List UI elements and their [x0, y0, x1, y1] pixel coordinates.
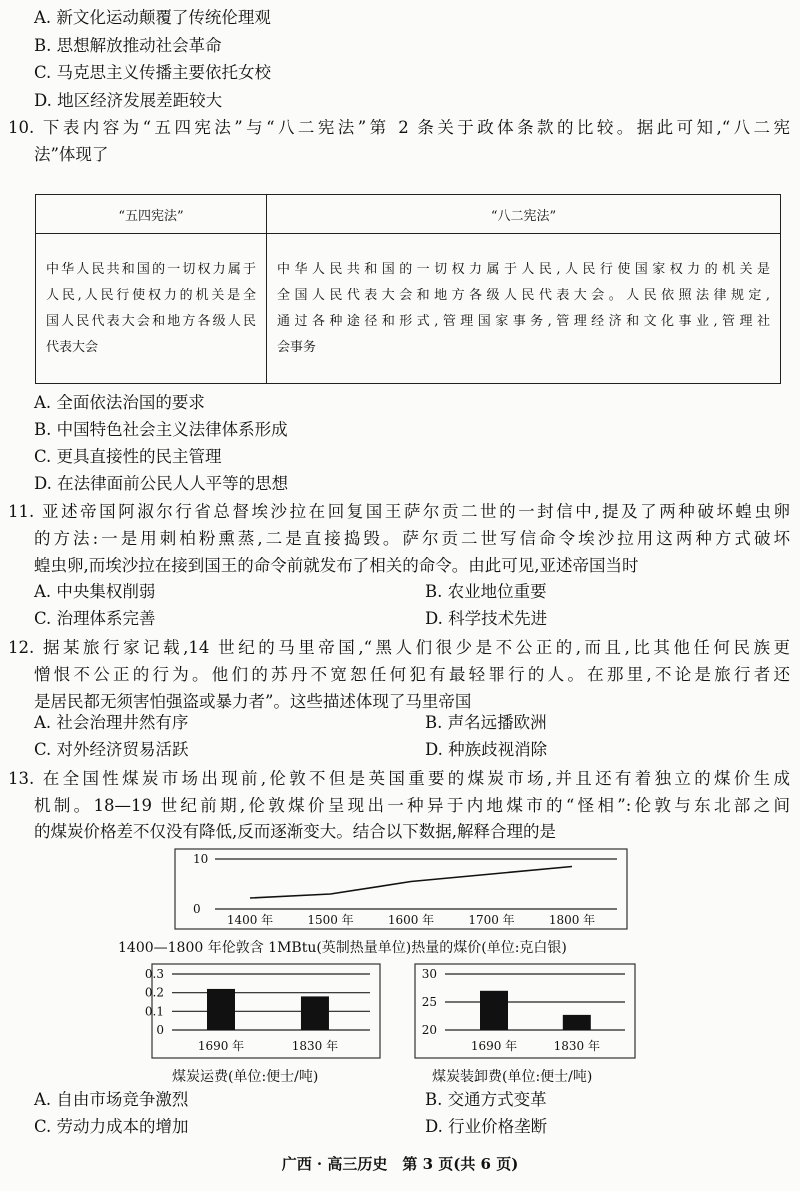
y-tick-label: 20	[421, 1023, 437, 1037]
y-tick-label: 0	[156, 1023, 164, 1037]
table-header: “八二宪法”	[267, 195, 781, 234]
q10-stem: 10. 下表内容为“五四宪法”与“八二宪法”第 2 条关于政体条款的比较。据此可知,“八二宪	[8, 118, 790, 137]
page-footer: 广西 · 高三历史 第 3 页(共 6 页)	[281, 1155, 519, 1173]
x-tick-label: 1500 年	[307, 913, 354, 927]
y-tick-label: 0.3	[144, 967, 164, 981]
chart-title: 1400—1800 年伦敦含 1MBtu(英制热量单位)热量的煤价(单位:克白银)	[118, 940, 567, 956]
q12-option-b: B. 声名远播欧洲	[425, 713, 547, 732]
q9-option-d: D. 地区经济发展差距较大	[34, 91, 223, 110]
q12-option-c: C. 对外经济贸易活跃	[34, 740, 189, 759]
x-tick-label: 1800 年	[548, 913, 596, 927]
q12-stem: 是居民都无须害怕强盗或暴力者”。这些描述体现了马里帝国	[34, 692, 472, 711]
q11-stem: 蝗虫卵,而埃沙拉在接到国王的命令前就发布了相关的命令。由此可见,亚述帝国当时	[34, 556, 639, 575]
q11-stem: 11. 亚述帝国阿淑尔行省总督埃沙拉在回复国王萨尔贡二世的一封信中,提及了两种破坏蝗虫卵	[8, 502, 790, 521]
q11-stem: 的方法:一是用刺柏粉熏蒸,二是直接捣毁。萨尔贡二世写信命令埃沙拉用这两种方式破坏	[34, 529, 790, 548]
q12-stem: 憎恨不公正的行为。他们的苏丹不宽恕任何犯有最轻罪行的人。在那里,不论是旅行者还	[34, 665, 790, 684]
y-tick-label: 25	[421, 995, 437, 1009]
q13-option-b: B. 交通方式变革	[425, 1090, 547, 1109]
y-tick-label: 0.2	[144, 985, 164, 1000]
constitution-comparison-table	[35, 194, 781, 384]
table-header: “五四宪法”	[36, 195, 267, 234]
q9-option-c: C. 马克思主义传播主要依托女校	[34, 63, 272, 82]
bar	[480, 991, 508, 1030]
table-cell: 中华人民共和国的一切权力属于人民,人民行使国家权力的机关是 全国人民代表大会和地方各级人民代表大会。人民依照法律规定, 通过各种途径和形式,管理国家事务,管理经济和文化事业,管理社 会事务	[267, 234, 781, 384]
bar	[207, 989, 235, 1030]
q11-option-a: A. 中央集权削弱	[34, 582, 156, 601]
chart-title: 煤炭装卸费(单位:便士/吨)	[432, 1069, 593, 1085]
q11-option-b: B. 农业地位重要	[425, 582, 547, 601]
x-tick-label: 1400 年	[226, 913, 274, 927]
q10-option-b: B. 中国特色社会主义法律体系形成	[34, 420, 288, 439]
q10-option-d: D. 在法律面前公民人人平等的思想	[34, 474, 289, 493]
q9-option-a: A. 新文化运动颠覆了传统伦理观	[34, 8, 271, 27]
x-tick-label: 1700 年	[468, 913, 515, 927]
x-tick-label: 1690 年	[197, 1039, 245, 1053]
bar	[301, 996, 329, 1030]
q13-stem: 的煤炭价格差不仅没有降低,反而逐渐变大。结合以下数据,解释合理的是	[34, 822, 556, 841]
coal-price-line-chart	[175, 849, 627, 929]
y-tick-label: 0.1	[144, 1004, 164, 1019]
q9-option-b: B. 思想解放推动社会革命	[34, 36, 222, 55]
table-cell: 中华人民共和国的一切权力属于 人民,人民行使权力的机关是全 国人民代表大会和地方各级人民 代表大会	[36, 234, 267, 384]
q13-option-a: A. 自由市场竞争激烈	[34, 1090, 189, 1109]
y-tick-label: 0	[193, 902, 201, 916]
q11-option-d: D. 科学技术先进	[425, 609, 548, 628]
x-tick-label: 1830 年	[553, 1039, 600, 1053]
y-tick-label: 10	[193, 852, 209, 866]
q13-option-c: C. 劳动力成本的增加	[34, 1117, 189, 1136]
q10-option-a: A. 全面依法治国的要求	[34, 393, 205, 412]
q12-stem: 12. 据某旅行家记载,14 世纪的马里帝国,“黑人们很少是不公正的,而且,比其他任何民族更	[8, 638, 791, 657]
price-line	[250, 867, 572, 899]
chart-title: 煤炭运费(单位:便士/吨)	[172, 1069, 319, 1085]
q12-option-a: A. 社会治理井然有序	[34, 713, 189, 732]
y-tick-label: 30	[421, 967, 437, 981]
q13-stem: 13. 在全国性煤炭市场出现前,伦敦不但是英国重要的煤炭市场,并且还有着独立的煤价生成	[8, 769, 790, 788]
q10-stem: 法”体现了	[34, 145, 109, 164]
coal-freight-bar-chart	[144, 964, 380, 1059]
coal-handling-bar-chart	[415, 964, 635, 1059]
x-tick-label: 1690 年	[470, 1039, 518, 1053]
q13-stem: 机制。18—19 世纪前期,伦敦煤价呈现出一种异于内地煤市的“怪相”:伦敦与东北部之间	[34, 796, 790, 815]
q10-option-c: C. 更具直接性的民主管理	[34, 447, 222, 466]
q12-option-d: D. 种族歧视消除	[425, 740, 548, 759]
chart-frame	[415, 964, 635, 1058]
q13-option-d: D. 行业价格垄断	[425, 1117, 548, 1136]
q11-option-c: C. 治理体系完善	[34, 609, 156, 628]
bar	[563, 1015, 591, 1030]
x-tick-label: 1830 年	[291, 1039, 339, 1053]
x-tick-label: 1600 年	[387, 913, 435, 927]
